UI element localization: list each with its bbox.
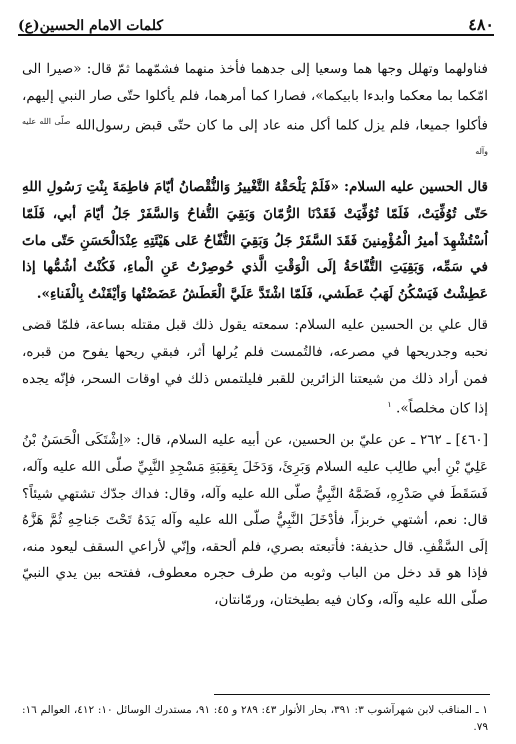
paragraph-report: [22, 312, 488, 422]
footnote-item: ١ ـ المناقب لابن شهرآشوب ٣: ٣٩١، بحار الأنوار ٤٣: ٢٨٩ و ٤٥: ٩١، مستدرك الوسائل ١٠: ٤١٢، العوالم ١٦: ٧٩.: [22, 704, 488, 733]
paragraph-text: [٤٦٠] ـ ٢٦٢ ـ عن عليّ بن الحسين، عن أبيه عليه السلام، قال: «اِشْتَكَى الْحَسَنُ بْنُ عَلِيّ بْنِ أبي طالِب عليه السلام وَبَرِئَ، وَدَخَلَ بِعَقِبَةِ مَسْجِدِ النَّبِيِّ صلّى الله عليه وآله، فَسَقَطَ في صَدْرِهِ، فَضَمَّهُ النَّبِيُّ صلّى الله عليه وآله، وقال: فداك جدّك تشتهي شيئاً؟ قال: نعم، أشتهي خربزاً، فأدْخَلَ النَّبِيُّ صلّى الله عليه وآله يَدَهُ تَحْتَ جَناحِهِ ثُمَّ هَزَّهُ إلَى السَّقْفِ. قال حذيفة: فأتبعته بصري، فلم ألحقه، وإنّي لأراعي السقف ليعود منه، فإذا هو قد دخل من الباب وثوبه من طرف حجره معطوف، ففتحه بين يدي النبيّ صلّى الله عليه وآله، وكان فيه بطيختان، ورمّانتان،: [22, 432, 488, 608]
paragraph-text: قال علي بن الحسين عليه السلام: سمعته يقول ذلك قبل مقتله بساعة، فلمّا قضى نحبه وجدريحها في مصرعه، فالتُمست فلم يُرلها أثر، فبقي ريحها يفوح من قبره، فمن أراد ذلك من شيعتنا الزائرين للقبر فليلتمس ذلك في اوقات السحر، فإنّه يجده إذا كان مخلصاً».: [22, 317, 488, 417]
paragraph-text: قال الحسين عليه السلام: «فَلَمْ يَلْحَقْهُ التَّغْييرُ وَالنُّقْصانُ أيّامَ فاطِمَةَ بِنْتِ رَسُولِ اللهِ حَتّى تُوُفِّيَتْ، فَلَمّا تُوُفِّيَتْ فَقَدْنَا الرُّمّانَ وَبَقِيَ التُّفاحُ وَالسَّفَرْ جَلُ أيّامَ أبي، فَلَمّا اُسْتُشْهِدَ أميرُ الْمُؤْمِنينَ فَقَدَ السَّفَرْ جَلُ وَبَقِيَ التُّفّاحُ عَلى هَيْئَتِهِ عِنْدَالْحَسَنِ حَتّى ماتَ في سَمِّه، وَبَقِيَتِ التُّفّاحَةُ إلَى الْوَقْتِ الَّذي حُوصِرْتُ عَنِ الْماءِ، فَكُنْتُ أشُمُّها إذا عَطِشْتُ فَيَسْكُنُ لَهَبُ عَطَشي، فَلَمّا اشْتَدَّ عَلَيَّ الْعَطَشُ عَضَضْتُها وَأيْقَنْتُ بِالْفَناءِ».: [22, 179, 488, 302]
footnote-marker: ١: [387, 400, 392, 410]
honorific-mark: صلّى الله عليه وآله: [22, 117, 488, 157]
book-title: كلمات الامام الحسين(ع): [18, 18, 164, 34]
page-header: [18, 8, 494, 36]
paragraph-text: فناولهما وتهلل وجها هما وسعيا إلى جدهما فأخذ منهما فشمّهما ثمّ قال: «صيرا الى امّكما بما معكما وابدءا بابيكما»، فصارا كما أمرهما، فلم يأكلوا حتّى صار النبي إليهم، فأكلوا جميعا، فلم يزل كلما أكل منه عاد إلى ما كان حتّى قبض رسول‌الله: [22, 61, 488, 134]
page-body: [22, 56, 488, 618]
footnote-divider: [214, 694, 490, 695]
paragraph-hadith-460: [22, 427, 488, 613]
footnotes: [22, 702, 488, 736]
paragraph-narration: [22, 56, 488, 169]
page-number: ٤٨٠: [468, 15, 494, 34]
paragraph-hadith-quote: [22, 174, 488, 307]
